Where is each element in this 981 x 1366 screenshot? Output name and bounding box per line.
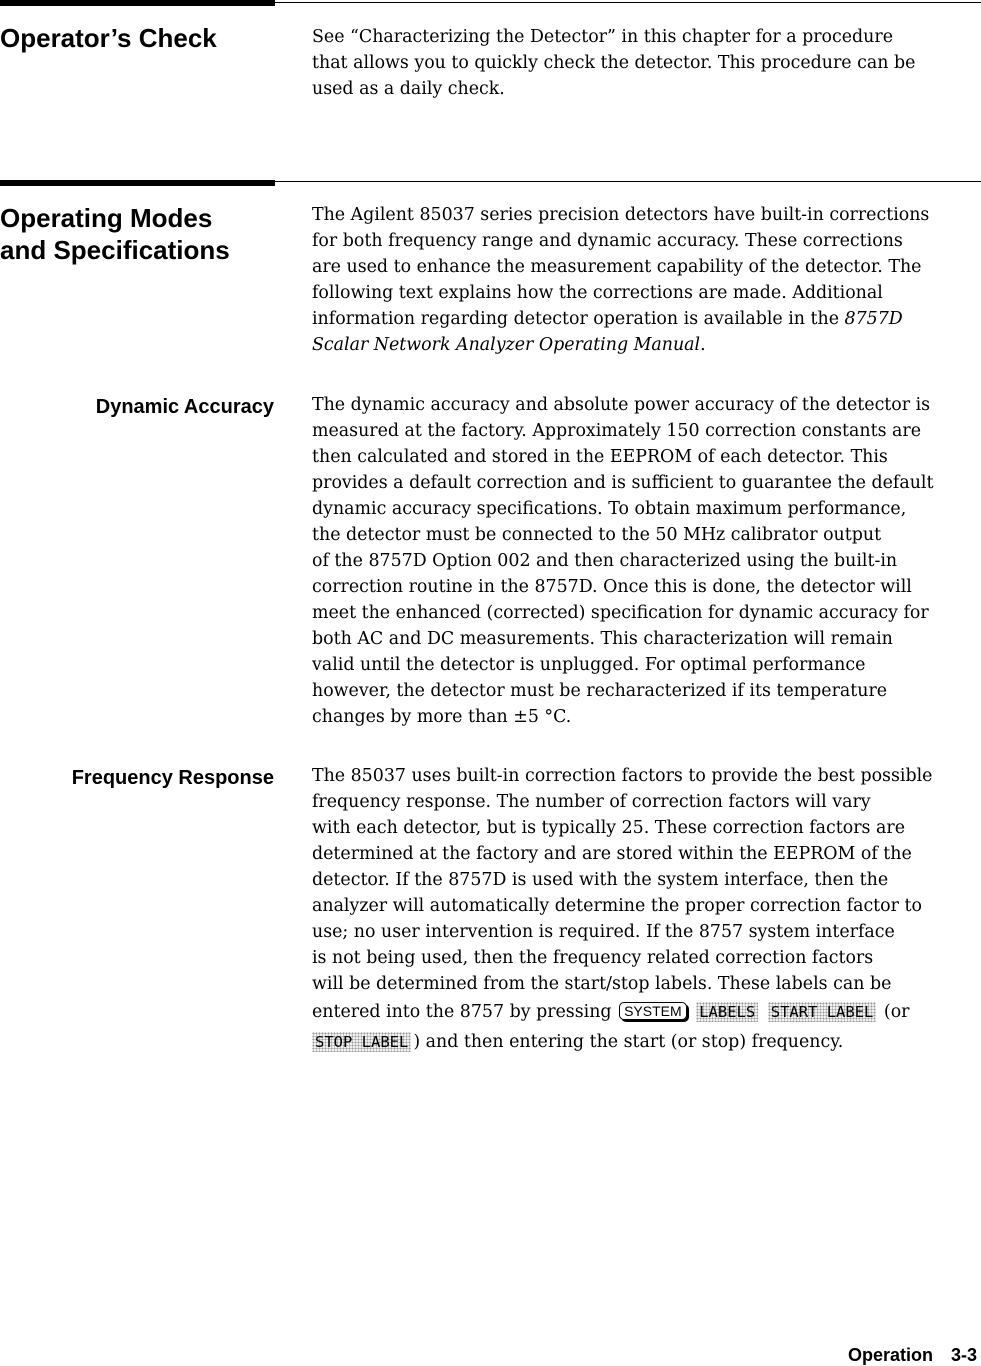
text-line: of the 8757D Option 002 and then characterized using the built-in: [312, 551, 898, 571]
text-fragment: information regarding detector operation is available in the: [312, 309, 845, 329]
text-line: correction routine in the 8757D. Once this is done, the detector will: [312, 577, 912, 597]
text-line: following text explains how the corrections are made. Additional: [312, 283, 883, 303]
frequency-response-body: [312, 763, 981, 1057]
text-line: dynamic accuracy specifications. To obtain maximum performance,: [312, 499, 907, 519]
manual-title-part2: Scalar Network Analyzer Operating Manual: [312, 335, 701, 355]
footer-chapter: Operation: [847, 1345, 933, 1365]
text-line: The dynamic accuracy and absolute power accuracy of the detector is: [312, 395, 931, 415]
system-hardkey: SYSTEM: [619, 1002, 687, 1020]
section-rule-thick: [0, 180, 275, 186]
text-line: that allows you to quickly check the detector. This procedure can be: [312, 53, 916, 73]
text-line: The Agilent 85037 series precision detectors have built-in corrections: [312, 205, 930, 225]
frequency-response-heading: Frequency Response: [71, 767, 274, 789]
dynamic-accuracy-body: [312, 392, 981, 730]
text-fragment: .: [700, 335, 706, 355]
stop-label-softkey: STOP LABEL: [312, 1032, 411, 1052]
manual-title-part1: 8757D: [844, 309, 903, 329]
section-rule-thin: [275, 181, 981, 182]
page-number: 3-3: [950, 1345, 977, 1365]
section-rule-thick: [0, 0, 275, 6]
text-fragment: entered into the 8757 by pressing: [312, 1002, 612, 1022]
text-line: meet the enhanced (corrected) specification for dynamic accuracy for: [312, 603, 929, 623]
text-line: then calculated and stored in the EEPROM of each detector. This: [312, 447, 888, 467]
text-fragment: (or: [883, 1002, 910, 1022]
operating-modes-heading: Operating Modes and Specifications: [0, 203, 230, 265]
text-line: valid until the detector is unplugged. For optimal performance: [312, 655, 866, 675]
text-line: will be determined from the start/stop labels. These labels can be: [312, 974, 892, 994]
text-line: [312, 1027, 981, 1057]
operating-modes-body: [312, 202, 981, 358]
text-line: detector. If the 8757D is used with the system interface, then the: [312, 870, 889, 890]
text-line: used as a daily check.: [312, 79, 505, 99]
text-line: [312, 332, 981, 358]
text-line: are used to enhance the measurement capability of the detector. The: [312, 257, 922, 277]
labels-softkey: LABELS: [696, 1002, 758, 1022]
operators-check-heading: Operator’s Check: [0, 23, 217, 53]
text-line: [312, 997, 981, 1027]
text-line: with each detector, but is typically 25. These correction factors are: [312, 818, 905, 838]
text-line: provides a default correction and is sufficient to guarantee the default: [312, 473, 934, 493]
text-line: analyzer will automatically determine the proper correction factor to: [312, 896, 922, 916]
dynamic-accuracy-heading: Dynamic Accuracy: [95, 396, 274, 418]
text-line: See “Characterizing the Detector” in this chapter for a procedure: [312, 27, 893, 47]
text-line: is not being used, then the frequency related correction factors: [312, 948, 874, 968]
text-line: changes by more than ±5 °C.: [312, 707, 572, 727]
text-line: The 85037 uses built-in correction factors to provide the best possible: [312, 766, 933, 786]
text-line: frequency response. The number of correction factors will vary: [312, 792, 871, 812]
text-line: both AC and DC measurements. This characterization will remain: [312, 629, 893, 649]
start-label-softkey: START LABEL: [768, 1002, 877, 1022]
operators-check-body: [312, 24, 981, 102]
text-line: measured at the factory. Approximately 150 correction constants are: [312, 421, 921, 441]
text-line: the detector must be connected to the 50 MHz calibrator output: [312, 525, 882, 545]
text-line: determined at the factory and are stored within the EEPROM of the: [312, 844, 912, 864]
text-line: however, the detector must be recharacterized if its temperature: [312, 681, 888, 701]
text-fragment: ) and then entering the start (or stop) frequency.: [413, 1032, 844, 1052]
page-footer: [848, 1344, 977, 1366]
text-line: use; no user intervention is required. If the 8757 system interface: [312, 922, 895, 942]
section-rule-thin: [275, 2, 981, 3]
text-line: [312, 306, 981, 332]
text-line: for both frequency range and dynamic accuracy. These corrections: [312, 231, 903, 251]
